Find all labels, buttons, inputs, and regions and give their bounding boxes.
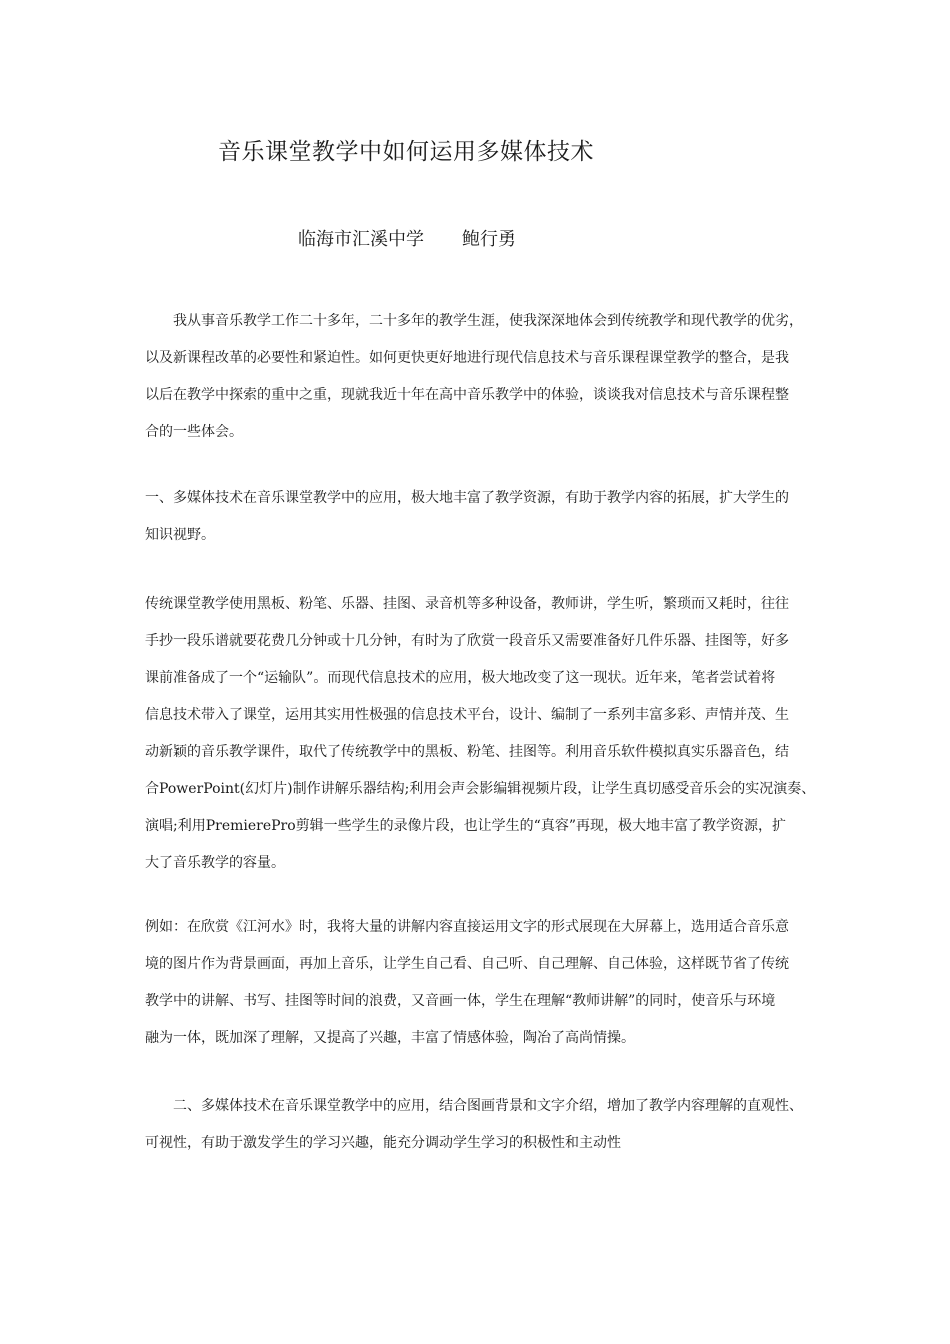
paragraph-line: 大了音乐教学的容量。 xyxy=(145,855,285,871)
paragraph-line: 以及新课程改革的必要性和紧迫性。如何更快更好地进行现代信息技术与音乐课程课堂教学的整合，是我 xyxy=(145,350,789,366)
byline xyxy=(298,225,516,251)
paragraph-line: 手抄一段乐谱就要花费几分钟或十几分钟，有时为了欣赏一段音乐又需要准备好几件乐器、挂图等，好多 xyxy=(145,633,789,649)
paragraph-line: 合PowerPoint(幻灯片)制作讲解乐器结构;利用会声会影编辑视频片段，让学生真切感受音乐会的实况演奏、 xyxy=(145,781,816,797)
paragraph-line: 演唱;利用PremierePro剪辑一些学生的录像片段，也让学生的“真容”再现，极大地丰富了教学资源，扩 xyxy=(145,818,786,834)
paragraph-line: 动新颖的音乐教学课件，取代了传统教学中的黑板、粉笔、挂图等。利用音乐软件模拟真实乐器音色，结 xyxy=(145,744,789,760)
paragraph-line: 二、多媒体技术在音乐课堂教学中的应用，结合图画背景和文字介绍，增加了教学内容理解的直观性、 xyxy=(173,1098,803,1114)
paragraph-line: 以后在教学中探索的重中之重，现就我近十年在高中音乐教学中的体验，谈谈我对信息技术与音乐课程整 xyxy=(145,387,789,403)
paragraph-line: 一、多媒体技术在音乐课堂教学中的应用，极大地丰富了教学资源，有助于教学内容的拓展，扩大学生的 xyxy=(145,490,789,506)
paragraph-line: 课前准备成了一个“运输队”。而现代信息技术的应用，极大地改变了这一现状。近年来，笔者尝试着将 xyxy=(145,670,776,686)
paragraph-line: 可视性，有助于激发学生的学习兴趣，能充分调动学生学习的积极性和主动性 xyxy=(145,1135,621,1151)
paragraph-line: 我从事音乐教学工作二十多年，二十多年的教学生涯，使我深深地体会到传统教学和现代教学的优劣， xyxy=(173,313,803,329)
paragraph-line: 传统课堂教学使用黑板、粉笔、乐器、挂图、录音机等多种设备，教师讲，学生听，繁琐而又耗时，往往 xyxy=(145,596,789,612)
paragraph-line: 合的一些体会。 xyxy=(145,424,243,440)
paragraph-line: 境的图片作为背景画面，再加上音乐，让学生自己看、自己听、自己理解、自己体验，这样既节省了传统 xyxy=(145,956,789,972)
paragraph-line: 教学中的讲解、书写、挂图等时间的浪费，又音画一体，学生在理解“教师讲解”的同时，使音乐与环境 xyxy=(145,993,776,1009)
paragraph-traditional-teaching xyxy=(145,586,825,882)
paragraph-example xyxy=(145,909,825,1057)
paragraph-line: 例如：在欣赏《江河水》时，我将大量的讲解内容直接运用文字的形式展现在大屏幕上，选用适合音乐意 xyxy=(145,919,789,935)
school-name: 临海市汇溪中学 xyxy=(298,229,424,250)
paragraph-line: 知识视野。 xyxy=(145,527,215,543)
author-name: 鲍行勇 xyxy=(462,229,516,250)
section-heading-one xyxy=(145,480,825,554)
paragraph-intro xyxy=(145,303,825,451)
document-title: 音乐课堂教学中如何运用多媒体技术 xyxy=(218,139,594,165)
paragraph-line: 融为一体，既加深了理解，又提高了兴趣，丰富了情感体验，陶冶了高尚情操。 xyxy=(145,1030,635,1046)
paragraph-line: 信息技术带入了课堂，运用其实用性极强的信息技术平台，设计、编制了一系列丰富多彩、声情并茂、生 xyxy=(145,707,789,723)
section-heading-two xyxy=(145,1088,825,1162)
